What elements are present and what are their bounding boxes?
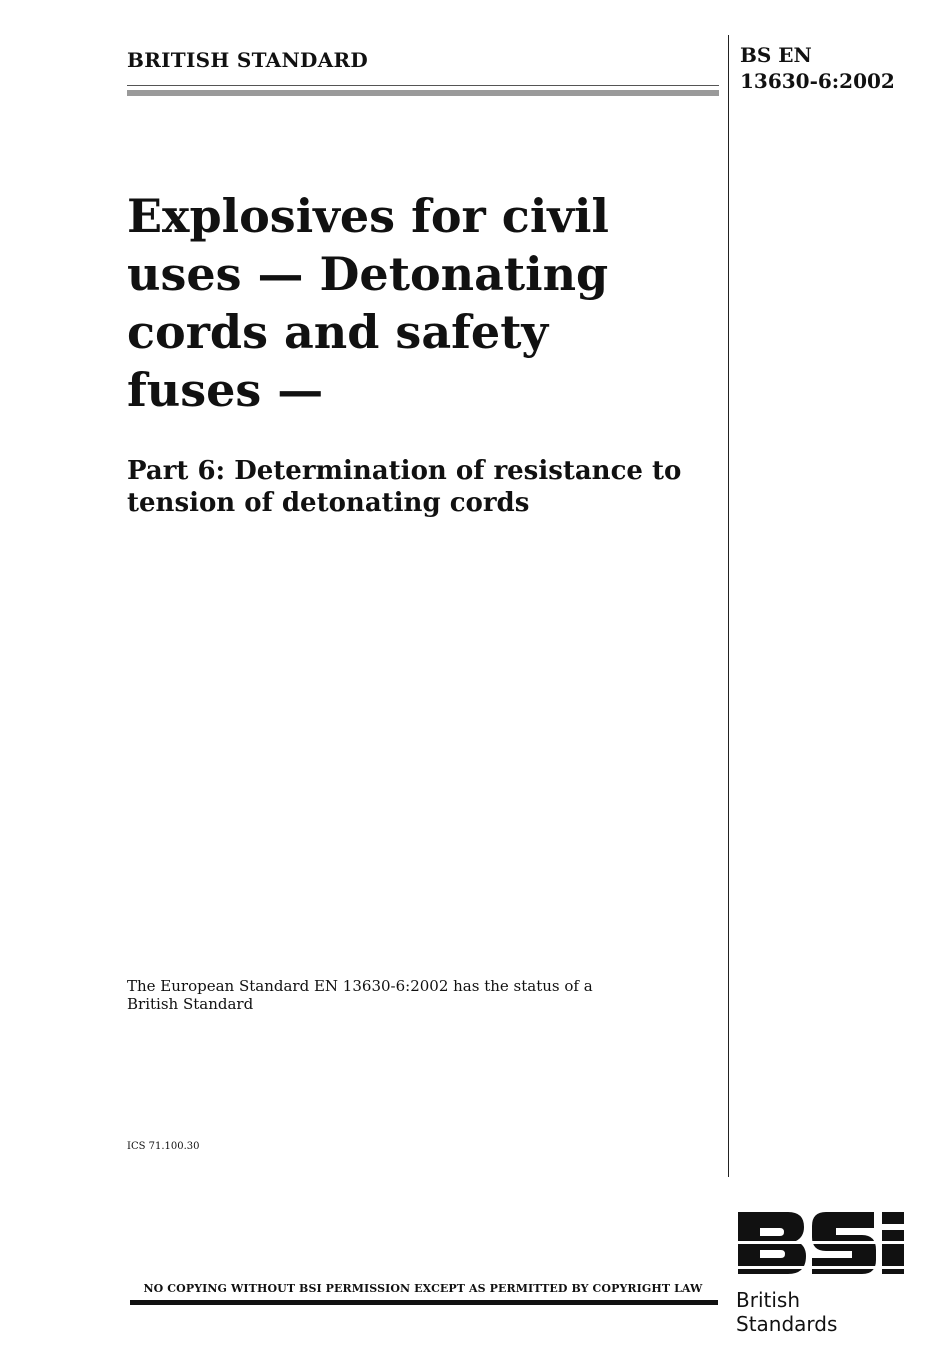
copyright-notice: NO COPYING WITHOUT BSI PERMISSION EXCEPT AS PERMITTED BY COPYRIGHT LAW <box>143 1282 703 1295</box>
ics-code: ICS 71.100.30 <box>127 1141 200 1152</box>
title-line-1: Explosives for civil <box>127 189 609 243</box>
title-line-2: uses — Detonating <box>127 247 609 301</box>
header-thick-rule <box>127 90 719 96</box>
footer-rule <box>130 1300 718 1305</box>
part-title <box>127 455 717 519</box>
header-thin-rule <box>127 85 719 86</box>
status-line-2: British Standard <box>127 995 254 1013</box>
title-line-3: cords and safety <box>127 305 549 359</box>
vertical-divider <box>728 35 729 1177</box>
standard-number <box>740 42 895 94</box>
logo-caption: British Standards <box>736 1288 838 1336</box>
status-line-1: The European Standard EN 13630-6:2002 has the status of a <box>127 977 593 995</box>
document-type-label: BRITISH STANDARD <box>127 48 369 72</box>
status-statement <box>127 977 597 1013</box>
part-title-line-1: Part 6: Determination of resistance to <box>127 456 682 486</box>
part-title-line-2: tension of detonating cords <box>127 488 530 518</box>
standard-number-line1: BS EN <box>740 43 812 67</box>
document-title <box>127 187 717 419</box>
standard-number-line2: 13630-6:2002 <box>740 69 895 93</box>
title-line-4: fuses — <box>127 363 324 417</box>
